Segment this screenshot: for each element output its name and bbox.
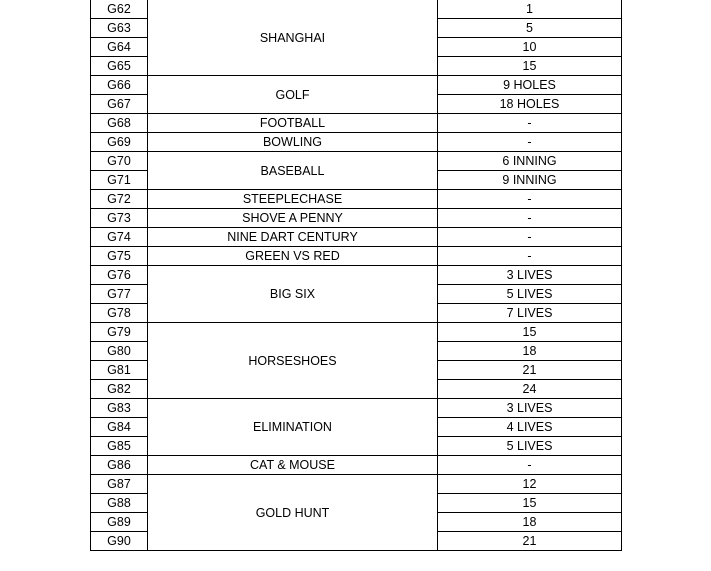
table-row	[91, 114, 622, 133]
game-code-cell: G88	[91, 494, 148, 513]
game-option-cell: 5	[438, 19, 622, 38]
table-row	[91, 133, 622, 152]
table-row	[91, 209, 622, 228]
game-option-cell: -	[438, 190, 622, 209]
game-name-cell: STEEPLECHASE	[148, 190, 438, 209]
game-code-cell: G67	[91, 95, 148, 114]
game-code-cell: G64	[91, 38, 148, 57]
game-option-cell: 15	[438, 57, 622, 76]
game-name-cell: CAT & MOUSE	[148, 456, 438, 475]
game-code-cell: G71	[91, 171, 148, 190]
game-option-cell: 5 LIVES	[438, 437, 622, 456]
game-name-cell: GOLD HUNT	[148, 475, 438, 551]
game-option-cell: 15	[438, 494, 622, 513]
table-row	[91, 190, 622, 209]
game-name-cell: ELIMINATION	[148, 399, 438, 456]
game-option-cell: 3 LIVES	[438, 399, 622, 418]
game-option-cell: 18	[438, 513, 622, 532]
game-code-cell: G81	[91, 361, 148, 380]
game-code-cell: G72	[91, 190, 148, 209]
game-name-cell: FOOTBALL	[148, 114, 438, 133]
table-row	[91, 247, 622, 266]
game-option-cell: -	[438, 456, 622, 475]
game-code-cell: G73	[91, 209, 148, 228]
game-option-cell: 15	[438, 323, 622, 342]
game-code-cell: G76	[91, 266, 148, 285]
table-row	[91, 323, 622, 342]
game-option-cell: 24	[438, 380, 622, 399]
game-option-cell: 9 HOLES	[438, 76, 622, 95]
table-row	[91, 152, 622, 171]
game-name-cell: SHOVE A PENNY	[148, 209, 438, 228]
game-name-cell: BOWLING	[148, 133, 438, 152]
game-code-cell: G70	[91, 152, 148, 171]
game-name-cell: BASEBALL	[148, 152, 438, 190]
game-option-cell: 12	[438, 475, 622, 494]
game-code-cell: G65	[91, 57, 148, 76]
game-name-cell: GOLF	[148, 76, 438, 114]
game-option-cell: 10	[438, 38, 622, 57]
game-code-cell: G87	[91, 475, 148, 494]
game-code-cell: G78	[91, 304, 148, 323]
game-name-cell: HORSESHOES	[148, 323, 438, 399]
game-code-cell: G62	[91, 0, 148, 19]
game-option-cell: 9 INNING	[438, 171, 622, 190]
game-code-cell: G83	[91, 399, 148, 418]
game-code-cell: G77	[91, 285, 148, 304]
game-code-cell: G75	[91, 247, 148, 266]
game-option-cell: 21	[438, 361, 622, 380]
table-row	[91, 399, 622, 418]
game-name-cell: BIG SIX	[148, 266, 438, 323]
game-code-cell: G82	[91, 380, 148, 399]
game-code-cell: G68	[91, 114, 148, 133]
game-name-cell: GREEN VS RED	[148, 247, 438, 266]
game-option-cell: -	[438, 209, 622, 228]
game-option-cell: 4 LIVES	[438, 418, 622, 437]
table-row	[91, 456, 622, 475]
table-row	[91, 475, 622, 494]
game-code-cell: G89	[91, 513, 148, 532]
game-code-cell: G79	[91, 323, 148, 342]
game-option-cell: 18	[438, 342, 622, 361]
game-code-cell: G80	[91, 342, 148, 361]
table-body	[91, 0, 622, 551]
game-option-cell: -	[438, 247, 622, 266]
game-option-cell: 3 LIVES	[438, 266, 622, 285]
game-option-cell: 5 LIVES	[438, 285, 622, 304]
game-name-cell: NINE DART CENTURY	[148, 228, 438, 247]
table-row	[91, 228, 622, 247]
game-code-cell: G66	[91, 76, 148, 95]
game-code-cell: G63	[91, 19, 148, 38]
table-row	[91, 76, 622, 95]
game-option-cell: 1	[438, 0, 622, 19]
game-code-cell: G90	[91, 532, 148, 551]
game-code-cell: G84	[91, 418, 148, 437]
game-option-cell: -	[438, 133, 622, 152]
game-code-cell: G74	[91, 228, 148, 247]
game-option-cell: 7 LIVES	[438, 304, 622, 323]
game-code-cell: G69	[91, 133, 148, 152]
game-code-cell: G86	[91, 456, 148, 475]
table-row	[91, 266, 622, 285]
game-option-cell: 21	[438, 532, 622, 551]
game-option-cell: 18 HOLES	[438, 95, 622, 114]
game-code-cell: G85	[91, 437, 148, 456]
game-code-table	[90, 0, 622, 551]
table-row	[91, 0, 622, 19]
game-option-cell: -	[438, 114, 622, 133]
game-name-cell: SHANGHAI	[148, 0, 438, 76]
game-option-cell: 6 INNING	[438, 152, 622, 171]
game-option-cell: -	[438, 228, 622, 247]
